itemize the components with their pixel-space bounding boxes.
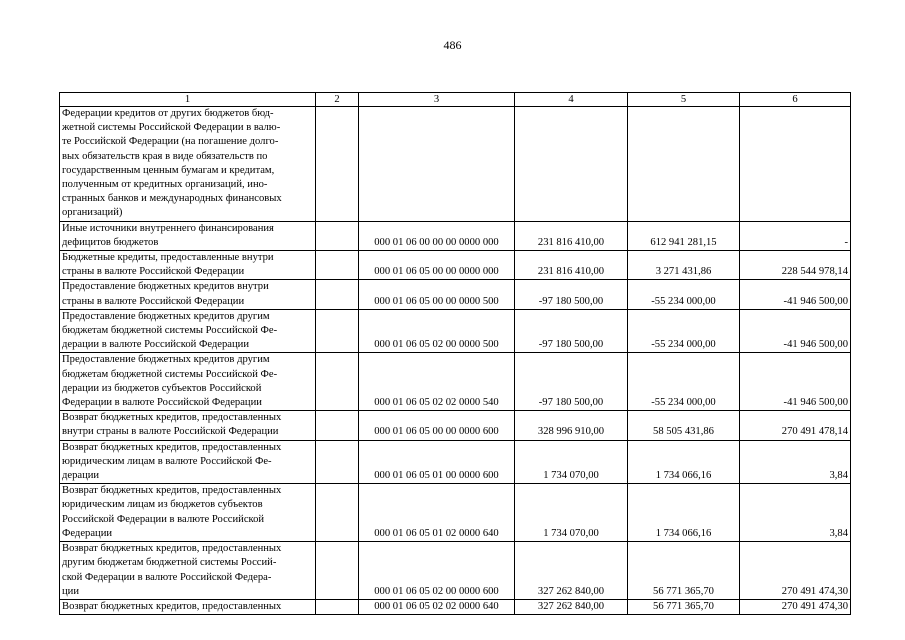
row-col2-cell <box>316 411 359 440</box>
row-name-line: жетной системы Российской Федерации в валю- <box>62 122 281 134</box>
column-number-row <box>60 93 851 107</box>
row-col2-cell <box>316 440 359 484</box>
row-value-6-cell <box>740 107 851 222</box>
row-name-line: вых обязательств края в виде обязательств по <box>62 150 268 162</box>
row-value-4-cell <box>515 107 628 222</box>
row-value-4-cell: 327 262 840,00 <box>515 542 628 600</box>
row-name-line: юридическим лицам в валюте Российской Фе- <box>62 455 272 467</box>
row-name-line: Иные источники внутреннего финансирования <box>62 222 274 234</box>
row-name-line: бюджетам бюджетной системы Российской Фе- <box>62 368 278 380</box>
row-code-cell: 000 01 06 05 00 00 0000 600 <box>359 411 515 440</box>
row-name-cell <box>60 251 316 280</box>
row-name-line: дефицитов бюджетов <box>62 236 159 248</box>
row-code-cell: 000 01 06 05 00 00 0000 500 <box>359 280 515 309</box>
row-name-line: Предоставление бюджетных кредитов другим <box>62 354 270 366</box>
table-row <box>60 542 851 600</box>
row-name-line: Федерации в валюте Российской Федерации <box>62 397 262 409</box>
row-value-4-cell: 231 816 410,00 <box>515 251 628 280</box>
row-col2-cell <box>316 251 359 280</box>
row-col2-cell <box>316 353 359 411</box>
row-name-line: дерации из бюджетов субъектов Российской <box>62 382 262 394</box>
row-name-line: Возврат бюджетных кредитов, предоставленных <box>62 485 282 497</box>
table-row <box>60 280 851 309</box>
row-code-cell: 000 01 06 05 01 00 0000 600 <box>359 440 515 484</box>
row-value-5-cell: 3 271 431,86 <box>628 251 740 280</box>
row-name-line: страны в валюте Российской Федерации <box>62 295 245 307</box>
row-name-cell <box>60 221 316 250</box>
row-col2-cell <box>316 107 359 222</box>
row-name-line: юридическим лицам из бюджетов субъектов <box>62 499 263 511</box>
table-row <box>60 411 851 440</box>
row-value-6-cell: 228 544 978,14 <box>740 251 851 280</box>
row-value-5-cell <box>628 107 740 222</box>
row-name-line: дерации в валюте Российской Федерации <box>62 339 249 351</box>
row-code-cell: 000 01 06 05 02 02 0000 640 <box>359 599 515 614</box>
row-name-cell <box>60 440 316 484</box>
row-col2-cell <box>316 309 359 353</box>
table-row <box>60 484 851 542</box>
row-value-4-cell: 1 734 070,00 <box>515 484 628 542</box>
column-number-4: 4 <box>515 93 628 107</box>
row-value-5-cell: -55 234 000,00 <box>628 280 740 309</box>
row-value-4-cell: -97 180 500,00 <box>515 309 628 353</box>
row-value-6-cell: -41 946 500,00 <box>740 353 851 411</box>
row-name-line: организаций) <box>62 207 123 219</box>
row-name-line: Бюджетные кредиты, предоставленные внутри <box>62 252 274 264</box>
table-row <box>60 107 851 222</box>
row-name-line: ции <box>62 585 80 597</box>
row-name-line: Возврат бюджетных кредитов, предоставленных <box>62 441 282 453</box>
row-value-6-cell: -41 946 500,00 <box>740 309 851 353</box>
row-name-line: Российской Федерации в валюте Российской <box>62 513 265 525</box>
row-name-cell <box>60 309 316 353</box>
row-name-line: Предоставление бюджетных кредитов другим <box>62 310 270 322</box>
row-value-4-cell: 327 262 840,00 <box>515 599 628 614</box>
row-name-line: другим бюджетам бюджетной системы Россий- <box>62 557 277 569</box>
row-name-cell <box>60 599 316 614</box>
row-name-cell <box>60 107 316 222</box>
row-name-line: Федерации кредитов от других бюджетов бюд- <box>62 108 274 119</box>
row-code-cell: 000 01 06 05 02 02 0000 540 <box>359 353 515 411</box>
row-name-line: государственным ценным бумагам и кредитам, <box>62 164 275 176</box>
row-name-cell <box>60 353 316 411</box>
row-code-cell <box>359 107 515 222</box>
row-value-6-cell: 3,84 <box>740 440 851 484</box>
row-value-6-cell: 270 491 474,30 <box>740 599 851 614</box>
row-value-5-cell: 612 941 281,15 <box>628 221 740 250</box>
row-name-line: ской Федерации в валюте Российской Федера- <box>62 571 272 583</box>
row-name-line: полученным от кредитных организаций, ино- <box>62 179 268 191</box>
column-number-1: 1 <box>60 93 316 107</box>
row-value-5-cell: 1 734 066,16 <box>628 440 740 484</box>
row-name-line: дерации <box>62 470 100 482</box>
row-name-line: Предоставление бюджетных кредитов внутри <box>62 281 269 293</box>
budget-sources-table <box>59 92 851 615</box>
row-name-line: Возврат бюджетных кредитов, предоставленных <box>62 543 282 555</box>
column-number-3: 3 <box>359 93 515 107</box>
table-row <box>60 353 851 411</box>
table-row <box>60 440 851 484</box>
row-value-4-cell: -97 180 500,00 <box>515 353 628 411</box>
table-row <box>60 309 851 353</box>
row-name-cell <box>60 280 316 309</box>
row-value-6-cell: 270 491 478,14 <box>740 411 851 440</box>
row-value-4-cell: 328 996 910,00 <box>515 411 628 440</box>
row-name-line: страны в валюте Российской Федерации <box>62 266 245 278</box>
row-value-5-cell: 58 505 431,86 <box>628 411 740 440</box>
row-name-line: бюджетам бюджетной системы Российской Фе- <box>62 325 278 337</box>
row-col2-cell <box>316 221 359 250</box>
row-name-line: Федерации <box>62 527 113 539</box>
row-name-line: странных банков и международных финансовых <box>62 193 282 205</box>
row-name-line: Возврат бюджетных кредитов, предоставленных <box>62 412 282 424</box>
column-number-5: 5 <box>628 93 740 107</box>
row-value-5-cell: 1 734 066,16 <box>628 484 740 542</box>
table-row <box>60 251 851 280</box>
row-value-4-cell: 231 816 410,00 <box>515 221 628 250</box>
row-value-6-cell: 3,84 <box>740 484 851 542</box>
column-number-2: 2 <box>316 93 359 107</box>
row-value-5-cell: -55 234 000,00 <box>628 309 740 353</box>
row-value-6-cell: -41 946 500,00 <box>740 280 851 309</box>
column-number-6: 6 <box>740 93 851 107</box>
row-code-cell: 000 01 06 05 02 00 0000 500 <box>359 309 515 353</box>
row-value-4-cell: -97 180 500,00 <box>515 280 628 309</box>
row-code-cell: 000 01 06 05 01 02 0000 640 <box>359 484 515 542</box>
row-value-6-cell: - <box>740 221 851 250</box>
row-col2-cell <box>316 484 359 542</box>
row-name-cell <box>60 484 316 542</box>
table-body <box>60 93 851 615</box>
row-col2-cell <box>316 280 359 309</box>
row-value-6-cell: 270 491 474,30 <box>740 542 851 600</box>
row-name-line: те Российской Федерации (на погашение долго- <box>62 136 279 148</box>
row-value-5-cell: 56 771 365,70 <box>628 542 740 600</box>
row-col2-cell <box>316 542 359 600</box>
table-row <box>60 221 851 250</box>
row-value-4-cell: 1 734 070,00 <box>515 440 628 484</box>
row-name-cell <box>60 411 316 440</box>
row-code-cell: 000 01 06 00 00 00 0000 000 <box>359 221 515 250</box>
row-code-cell: 000 01 06 05 02 00 0000 600 <box>359 542 515 600</box>
row-col2-cell <box>316 599 359 614</box>
page-number: 486 <box>443 38 462 52</box>
row-code-cell: 000 01 06 05 00 00 0000 000 <box>359 251 515 280</box>
row-name-line: Возврат бюджетных кредитов, предоставленных <box>62 600 282 612</box>
row-value-5-cell: -55 234 000,00 <box>628 353 740 411</box>
row-value-5-cell: 56 771 365,70 <box>628 599 740 614</box>
row-name-line: внутри страны в валюте Российской Федерации <box>62 426 279 438</box>
table-row <box>60 599 851 614</box>
row-name-cell <box>60 542 316 600</box>
